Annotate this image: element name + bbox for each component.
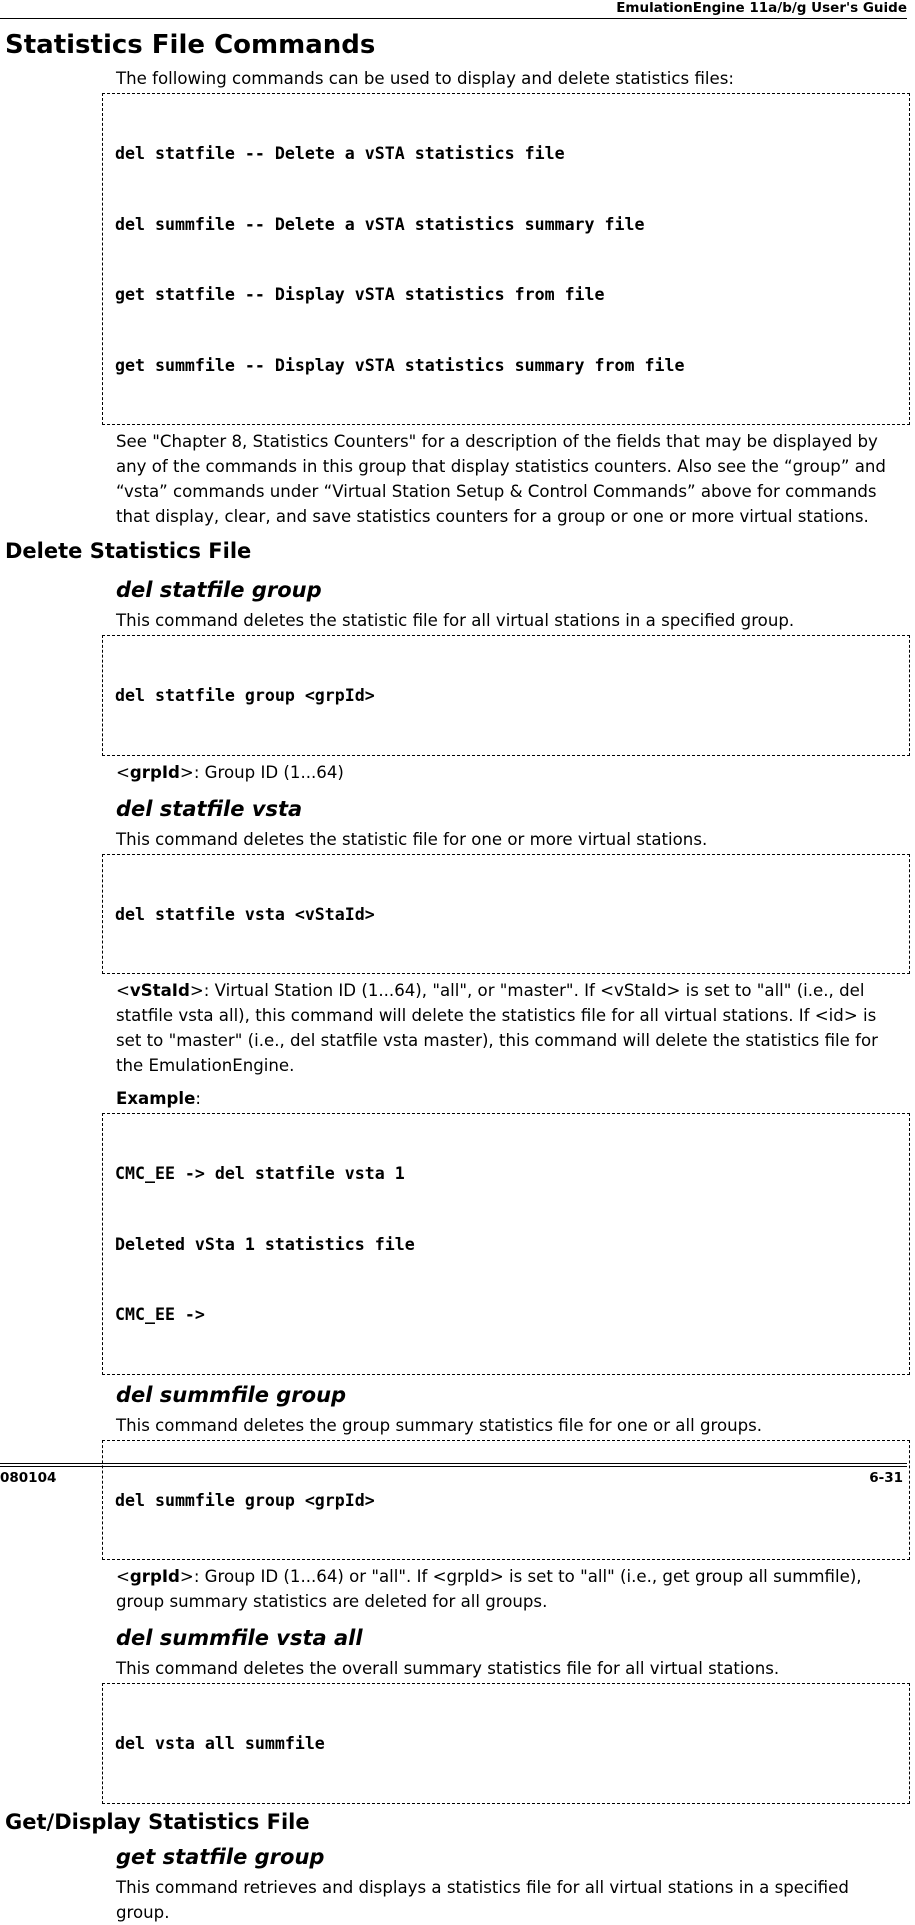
syntax-line: del summfile group <grpId> [115,1490,375,1510]
page-number: 6-31 [869,1470,903,1486]
see-also-text: See "Chapter 8, Statistics Counters" for a description of the fields that may be displayed by any of the commands in this group that display statistics counters. Also see the “group” and “vsta” commands under “Virtual Station Setup & Control Commands” above for commands that display, clear, and save statistics counters for a group or one or more virtual stations. [116,432,886,526]
page-content [0,26,915,1925]
footer-doc-id: 080104 [0,1470,57,1486]
syntax-line: del vsta all summfile [115,1734,325,1753]
del-statfile-group-syntax [102,635,910,756]
example-label-line: Example: [116,1089,201,1108]
del-statfile-vsta-param: <vStaId>: Virtual Station ID (1...64), "all", or "master". If <vStaId> is set to "all" (i.e., del statfile vsta all), this command will delete the statistics file for all virtual stations. If <id> is set to "master" (i.e., del statfile vsta master), this command will delete the statistics file for the EmulationEngine. [116,981,878,1075]
get-statfile-group-desc: This command retrieves and displays a statistics file for all virtual stations in a specified group. [116,1877,849,1922]
delete-heading: Delete Statistics File [5,539,252,563]
del-statfile-vsta-desc: This command deletes the statistic file for one or more virtual stations. [116,829,708,849]
header-rule [0,18,907,19]
del-summfile-vsta-all-desc: This command deletes the overall summary statistics file for all virtual stations. [116,1659,780,1678]
param-desc: : Group ID (1...64) [193,762,344,782]
del-statfile-vsta-heading: del statfile vsta [116,796,303,821]
syntax-line: del statfile group <grpId> [115,686,375,705]
command-line: del summfile -- Delete a vSTA statistics summary file [115,214,645,234]
del-summfile-vsta-all-syntax [102,1683,910,1804]
example-label: Example [116,1089,196,1108]
command-list-box [102,93,910,425]
intro-text: The following commands can be used to display and delete statistics files: [116,69,734,88]
param-name: grpId [129,762,180,782]
del-statfile-group-heading: del statfile group [116,578,322,602]
get-heading: Get/Display Statistics File [5,1809,310,1834]
param-desc: : Group ID (1...64) or "all". If <grpId> is set to "all" (i.e., get group all summfile), group summary statistics are deleted for all groups. [116,1567,862,1611]
param-desc: : Virtual Station ID (1...64), "all", or "master". If <vStaId> is set to "all" (i.e., del statfile vsta all), this command will delete the statistics file for all virtual stations. If <id> is set to "master" (i.e., del statfile vsta master), this command will delete the statistics file for the EmulationEngine. [116,981,878,1075]
footer-rule [0,1466,907,1467]
del-statfile-group-desc: This command deletes the statistic file for all virtual stations in a specified group. [116,611,795,630]
example-line: Deleted vSta 1 statistics file [115,1234,415,1254]
page-header: EmulationEngine 11a/b/g User's Guide [616,0,907,16]
del-statfile-vsta-syntax [102,854,910,975]
del-summfile-group-param: <grpId>: Group ID (1...64) or "all". If <grpId> is set to "all" (i.e., get group all summfile), group summary statistics are deleted for all groups. [116,1567,862,1611]
example-box [102,1113,910,1375]
get-statfile-group-heading: get statfile group [116,1844,325,1869]
footer-rule [0,1463,907,1464]
del-summfile-group-syntax [102,1440,910,1561]
command-line: get summfile -- Display vSTA statistics summary from file [115,355,685,375]
del-summfile-group-desc: This command deletes the group summary statistics file for one or all groups. [116,1415,763,1435]
del-summfile-vsta-all-heading: del summfile vsta all [116,1626,363,1650]
del-summfile-group-heading: del summfile group [116,1382,347,1407]
param-name: grpId [129,1567,180,1586]
example-line: CMC_EE -> del statfile vsta 1 [115,1164,405,1183]
syntax-line: del statfile vsta <vStaId> [115,904,375,924]
param-name: vStaId [129,981,190,1000]
del-statfile-group-param: <grpId>: Group ID (1...64) [116,762,344,782]
command-line: get statfile -- Display vSTA statistics from file [115,285,605,304]
section-title: Statistics File Commands [5,30,376,60]
example-line: CMC_EE -> [115,1305,205,1324]
command-line: del statfile -- Delete a vSTA statistics file [115,144,565,163]
